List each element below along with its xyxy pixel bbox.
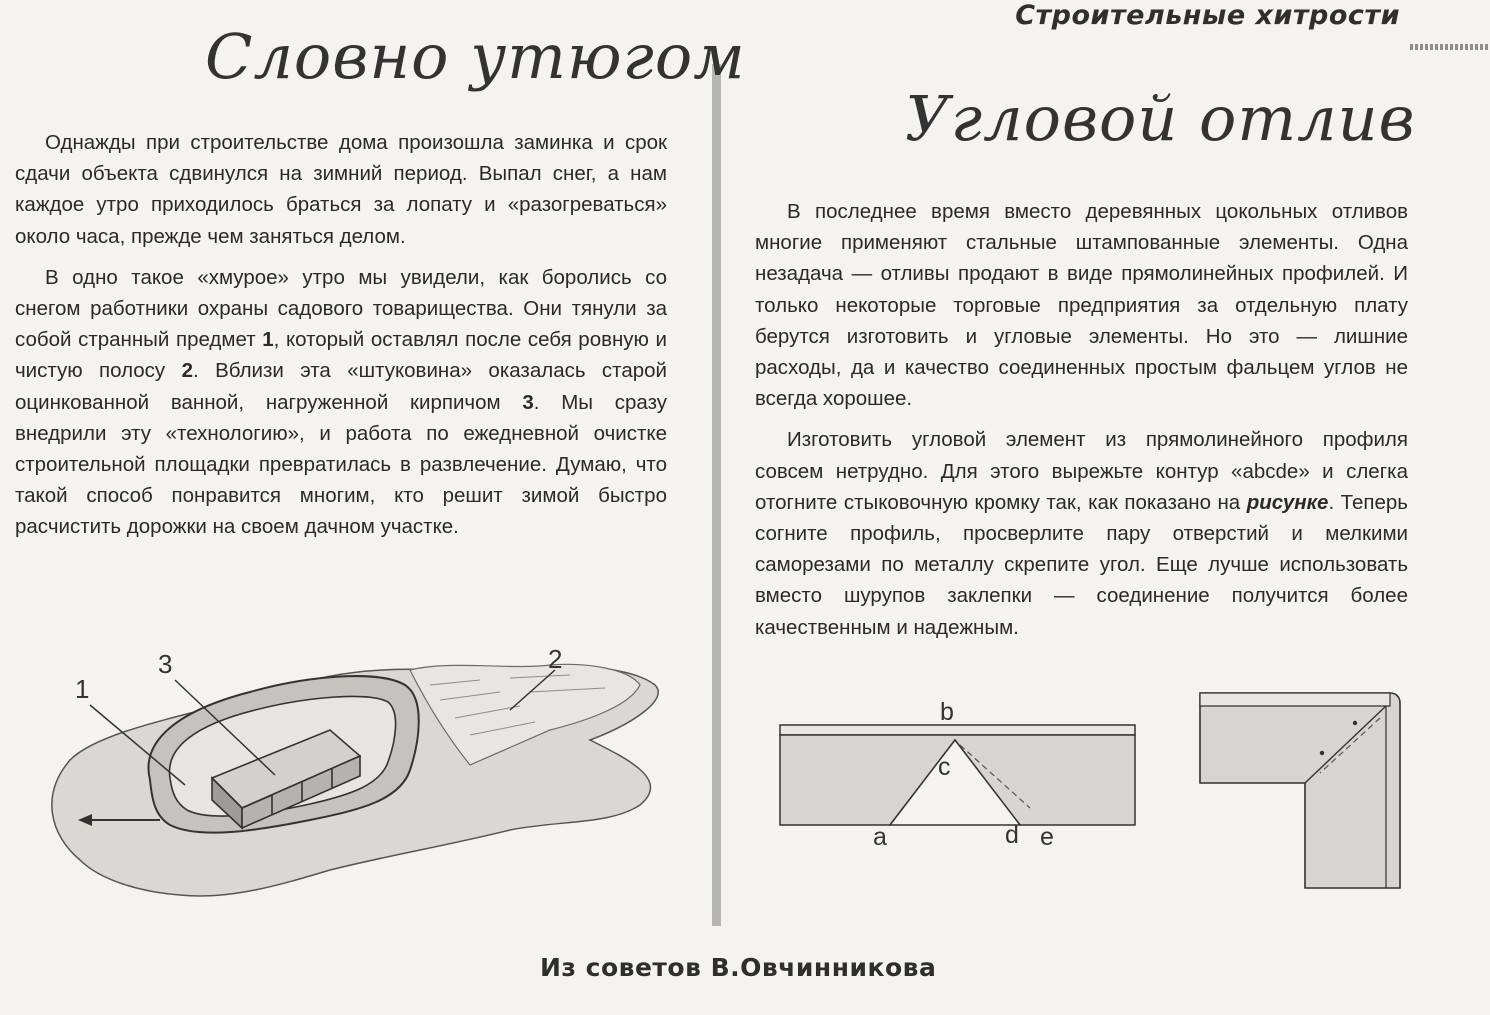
author-credit: Из советов В.Овчинникова	[540, 953, 937, 982]
header-rule	[1410, 44, 1490, 50]
label-3: 3	[158, 649, 173, 679]
column-divider	[712, 64, 721, 926]
bathtub-illustration	[30, 630, 690, 940]
right-article-title: Угловой отлив	[905, 82, 1416, 155]
left-article-body	[15, 127, 667, 553]
right-paragraph-1: В последнее время вместо деревянных цокольных отливов многие применяют стальные штампованные элементы. Одна незадача — отливы продают в виде прямолинейных профилей. И только некоторые торговые предприятия за отдельную плату берутся изготовить и угловые элементы. Но это — лишние расходы, да и качество соединенных простым фальцем углов не всегда хорошее.	[755, 200, 1408, 411]
label-b: b	[940, 698, 954, 726]
label-a: a	[873, 823, 887, 851]
label-e: e	[1040, 823, 1054, 851]
label-d: d	[1005, 821, 1019, 849]
right-paragraph-2: Изготовить угловой элемент из прямолинейного профиля совсем нетрудно. Для этого вырежьте контур «abcde» и слегка отогните стыковочную кромку так, как показано на рисунке. Теперь согните профиль, просверлите пару отверстий и мелкими саморезами по металлу скрепите угол. Еще лучше использовать вместо шурупов заклепки — соединение получится более качественным и надежным.	[755, 428, 1408, 639]
right-article-body	[755, 196, 1408, 653]
corner-element-diagram	[1190, 688, 1410, 893]
left-paragraph-1: Однажды при строительстве дома произошла заминка и срок сдачи объекта сдвинулся на зимний период. Выпал снег, а нам каждое утро приходилось браться за лопату и «разогреваться» около часа, прежде чем заняться делом.	[15, 131, 667, 248]
left-paragraph-2: В одно такое «хмурое» утро мы увидели, как боролись со снегом работники охраны садового товарищества. Они тянули за собой странный предмет 1, который оставлял после себя ровную и чистую полосу 2. Вблизи эта «штуковина» оказалась старой оцинкованной ванной, нагруженной кирпичом 3. Мы сразу внедрили эту «технологию», и работа по ежедневной очистке строительной площадки превратилась в развлечение. Думаю, что такой способ понравится многим, кто решит зимой быстро расчистить дорожки на своем дачном участке.	[15, 265, 667, 539]
left-article-title: Словно утюгом	[205, 20, 746, 93]
label-1: 1	[75, 674, 90, 704]
profile-cut-diagram	[770, 690, 1150, 860]
section-header: Строительные хитрости	[1015, 0, 1400, 31]
label-2: 2	[548, 644, 563, 674]
label-c: c	[938, 753, 951, 781]
